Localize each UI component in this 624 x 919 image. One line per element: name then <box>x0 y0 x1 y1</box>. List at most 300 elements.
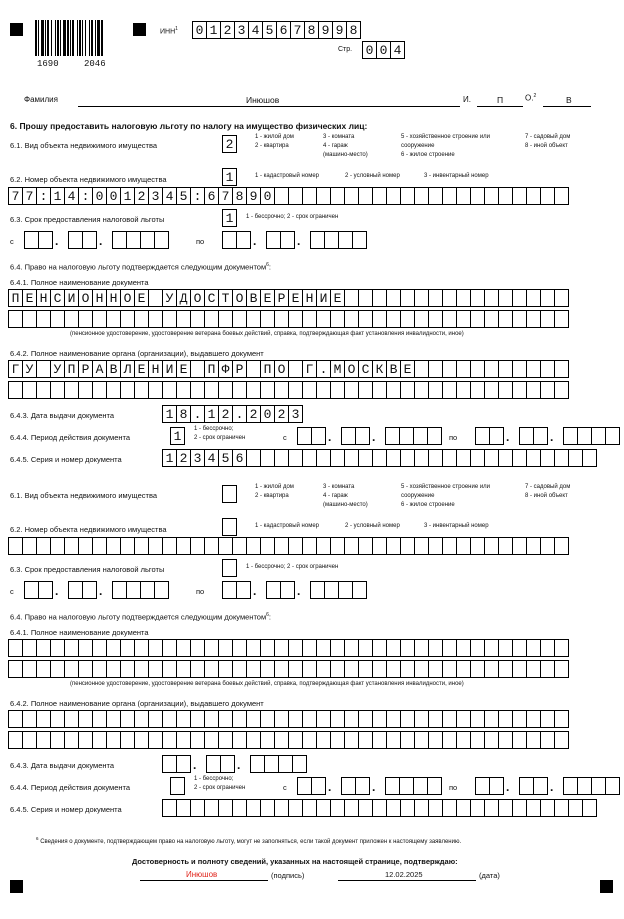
char-cell[interactable] <box>316 537 331 555</box>
char-cell[interactable] <box>512 639 527 657</box>
char-cell[interactable] <box>8 731 23 749</box>
char-cell[interactable] <box>456 710 471 728</box>
char-cell[interactable] <box>526 731 541 749</box>
char-cell[interactable] <box>278 755 293 773</box>
char-cell[interactable]: 0 <box>106 187 121 205</box>
char-cell[interactable] <box>260 660 275 678</box>
char-cell[interactable]: 1 <box>50 187 65 205</box>
char-cell[interactable] <box>498 799 513 817</box>
char-cell[interactable] <box>222 485 237 503</box>
char-cell[interactable] <box>386 799 401 817</box>
char-cell[interactable]: 1 <box>120 187 135 205</box>
char-cell[interactable] <box>330 731 345 749</box>
char-cell[interactable] <box>24 581 39 599</box>
char-cell[interactable] <box>274 639 289 657</box>
char-cell[interactable] <box>400 710 415 728</box>
char-cell[interactable] <box>605 777 620 795</box>
char-cell[interactable] <box>442 710 457 728</box>
surname-value[interactable]: Инюшов <box>246 95 280 105</box>
char-cell[interactable] <box>414 537 429 555</box>
char-cell[interactable] <box>302 799 317 817</box>
char-cell[interactable] <box>324 581 339 599</box>
char-cell[interactable] <box>344 639 359 657</box>
char-cell[interactable]: 3 <box>234 21 249 39</box>
char-cell[interactable]: П <box>204 360 219 378</box>
char-cell[interactable] <box>316 799 331 817</box>
char-cell[interactable] <box>246 639 261 657</box>
char-cell[interactable] <box>274 710 289 728</box>
issue-date-month[interactable] <box>206 755 234 773</box>
char-cell[interactable] <box>442 639 457 657</box>
char-cell[interactable] <box>526 660 541 678</box>
char-cell[interactable] <box>484 710 499 728</box>
char-cell[interactable] <box>64 639 79 657</box>
char-cell[interactable] <box>344 731 359 749</box>
char-cell[interactable]: . <box>316 360 331 378</box>
char-cell[interactable] <box>310 581 325 599</box>
char-cell[interactable]: У <box>50 360 65 378</box>
char-cell[interactable] <box>246 799 261 817</box>
char-cell[interactable]: Е <box>400 360 415 378</box>
char-cell[interactable] <box>302 660 317 678</box>
char-cell[interactable] <box>512 799 527 817</box>
char-cell[interactable] <box>162 639 177 657</box>
char-cell[interactable]: 5 <box>218 449 233 467</box>
char-cell[interactable] <box>106 710 121 728</box>
char-cell[interactable] <box>400 639 415 657</box>
char-cell[interactable]: П <box>64 360 79 378</box>
char-cell[interactable] <box>442 799 457 817</box>
char-cell[interactable] <box>554 799 569 817</box>
char-cell[interactable] <box>120 639 135 657</box>
char-cell[interactable] <box>22 660 37 678</box>
char-cell[interactable] <box>470 710 485 728</box>
char-cell[interactable] <box>372 660 387 678</box>
char-cell[interactable]: Н <box>106 289 121 307</box>
char-cell[interactable] <box>352 581 367 599</box>
char-cell[interactable] <box>204 660 219 678</box>
char-cell[interactable] <box>50 710 65 728</box>
char-cell[interactable] <box>148 660 163 678</box>
char-cell[interactable] <box>218 639 233 657</box>
char-cell[interactable] <box>456 799 471 817</box>
char-cell[interactable] <box>591 777 606 795</box>
char-cell[interactable]: 3 <box>288 405 303 423</box>
char-cell[interactable] <box>222 581 237 599</box>
char-cell[interactable]: И <box>316 289 331 307</box>
char-cell[interactable] <box>512 731 527 749</box>
char-cell[interactable] <box>120 537 135 555</box>
char-cell[interactable]: : <box>78 187 93 205</box>
char-cell[interactable] <box>190 639 205 657</box>
char-cell[interactable]: 2 <box>220 21 235 39</box>
char-cell[interactable]: 0 <box>92 187 107 205</box>
char-cell[interactable] <box>372 799 387 817</box>
char-cell[interactable] <box>344 660 359 678</box>
char-cell[interactable]: У <box>162 289 177 307</box>
char-cell[interactable] <box>36 710 51 728</box>
char-cell[interactable] <box>338 581 353 599</box>
char-cell[interactable] <box>288 710 303 728</box>
char-cell[interactable] <box>206 755 221 773</box>
char-cell[interactable]: Е <box>288 289 303 307</box>
char-cell[interactable]: Г <box>302 360 317 378</box>
char-cell[interactable] <box>470 799 485 817</box>
char-cell[interactable] <box>190 731 205 749</box>
char-cell[interactable] <box>222 518 237 536</box>
char-cell[interactable]: 3 <box>190 449 205 467</box>
char-cell[interactable] <box>385 777 400 795</box>
char-cell[interactable] <box>526 639 541 657</box>
char-cell[interactable] <box>22 710 37 728</box>
term-from-date-month[interactable] <box>68 581 96 599</box>
char-cell[interactable] <box>92 660 107 678</box>
char-cell[interactable]: П <box>8 289 23 307</box>
char-cell[interactable] <box>162 537 177 555</box>
char-cell[interactable] <box>64 660 79 678</box>
char-cell[interactable]: 6 <box>232 449 247 467</box>
char-cell[interactable] <box>232 639 247 657</box>
char-cell[interactable] <box>297 777 312 795</box>
char-cell[interactable] <box>386 710 401 728</box>
char-cell[interactable] <box>280 581 295 599</box>
char-cell[interactable]: Н <box>92 289 107 307</box>
char-cell[interactable] <box>78 731 93 749</box>
char-cell[interactable] <box>8 639 23 657</box>
char-cell[interactable] <box>220 755 235 773</box>
char-cell[interactable] <box>162 731 177 749</box>
char-cell[interactable]: П <box>260 360 275 378</box>
char-cell[interactable] <box>232 660 247 678</box>
char-cell[interactable] <box>134 639 149 657</box>
char-cell[interactable] <box>134 731 149 749</box>
char-cell[interactable] <box>148 639 163 657</box>
char-cell[interactable] <box>260 537 275 555</box>
char-cell[interactable] <box>526 710 541 728</box>
char-cell[interactable]: Н <box>36 289 51 307</box>
char-cell[interactable] <box>427 777 442 795</box>
char-cell[interactable] <box>78 660 93 678</box>
char-cell[interactable] <box>246 731 261 749</box>
issue-date-year[interactable] <box>250 755 306 773</box>
char-cell[interactable] <box>120 731 135 749</box>
char-cell[interactable] <box>176 639 191 657</box>
char-cell[interactable] <box>372 710 387 728</box>
char-cell[interactable] <box>386 639 401 657</box>
char-cell[interactable]: 3 <box>148 187 163 205</box>
char-cell[interactable] <box>36 731 51 749</box>
char-cell[interactable]: С <box>50 289 65 307</box>
char-cell[interactable] <box>582 799 597 817</box>
char-cell[interactable] <box>526 537 541 555</box>
org-name-line-2[interactable] <box>8 731 568 749</box>
char-cell[interactable] <box>176 731 191 749</box>
char-cell[interactable] <box>8 537 23 555</box>
char-cell[interactable] <box>386 537 401 555</box>
char-cell[interactable]: 4 <box>64 187 79 205</box>
obj-number-type-field[interactable] <box>222 518 236 536</box>
char-cell[interactable]: 2 <box>246 405 261 423</box>
validity-to-date-day[interactable] <box>475 777 503 795</box>
char-cell[interactable] <box>540 731 555 749</box>
char-cell[interactable] <box>568 799 583 817</box>
char-cell[interactable] <box>288 731 303 749</box>
char-cell[interactable] <box>246 660 261 678</box>
char-cell[interactable] <box>330 799 345 817</box>
char-cell[interactable]: 2 <box>134 187 149 205</box>
term-from-date-day[interactable] <box>24 581 52 599</box>
char-cell[interactable] <box>8 710 23 728</box>
char-cell[interactable] <box>126 581 141 599</box>
signature-name[interactable]: Инюшов <box>186 870 218 879</box>
char-cell[interactable]: В <box>386 360 401 378</box>
char-cell[interactable] <box>540 799 555 817</box>
char-cell[interactable] <box>554 731 569 749</box>
char-cell[interactable] <box>344 799 359 817</box>
char-cell[interactable] <box>274 731 289 749</box>
char-cell[interactable]: О <box>274 360 289 378</box>
char-cell[interactable] <box>64 537 79 555</box>
char-cell[interactable] <box>519 777 534 795</box>
char-cell[interactable] <box>260 639 275 657</box>
char-cell[interactable]: 2 <box>222 135 237 153</box>
char-cell[interactable] <box>218 731 233 749</box>
char-cell[interactable] <box>120 710 135 728</box>
char-cell[interactable] <box>470 660 485 678</box>
char-cell[interactable]: 2 <box>176 449 191 467</box>
char-cell[interactable] <box>236 581 251 599</box>
char-cell[interactable] <box>154 581 169 599</box>
char-cell[interactable]: С <box>204 289 219 307</box>
char-cell[interactable] <box>372 537 387 555</box>
char-cell[interactable] <box>22 731 37 749</box>
char-cell[interactable] <box>456 731 471 749</box>
validity-to-date-month[interactable] <box>519 777 547 795</box>
char-cell[interactable] <box>250 755 265 773</box>
char-cell[interactable]: 1 <box>162 449 177 467</box>
char-cell[interactable] <box>134 660 149 678</box>
char-cell[interactable] <box>8 660 23 678</box>
char-cell[interactable] <box>232 537 247 555</box>
char-cell[interactable]: 1 <box>206 21 221 39</box>
char-cell[interactable]: В <box>246 289 261 307</box>
char-cell[interactable] <box>498 731 513 749</box>
char-cell[interactable]: О <box>190 289 205 307</box>
char-cell[interactable] <box>341 777 356 795</box>
char-cell[interactable]: 4 <box>390 41 405 59</box>
char-cell[interactable] <box>470 537 485 555</box>
char-cell[interactable] <box>428 639 443 657</box>
char-cell[interactable] <box>372 639 387 657</box>
char-cell[interactable] <box>330 639 345 657</box>
char-cell[interactable] <box>316 639 331 657</box>
char-cell[interactable] <box>475 777 490 795</box>
char-cell[interactable] <box>442 660 457 678</box>
char-cell[interactable] <box>112 581 127 599</box>
char-cell[interactable] <box>399 777 414 795</box>
char-cell[interactable] <box>218 710 233 728</box>
char-cell[interactable]: 5 <box>262 21 277 39</box>
char-cell[interactable] <box>92 710 107 728</box>
char-cell[interactable]: 9 <box>318 21 333 39</box>
char-cell[interactable]: О <box>344 360 359 378</box>
char-cell[interactable]: 8 <box>232 187 247 205</box>
char-cell[interactable] <box>204 537 219 555</box>
char-cell[interactable] <box>232 710 247 728</box>
signature-date[interactable]: 12.02.2025 <box>385 870 423 879</box>
char-cell[interactable] <box>512 710 527 728</box>
char-cell[interactable] <box>316 660 331 678</box>
char-cell[interactable] <box>218 660 233 678</box>
char-cell[interactable] <box>498 710 513 728</box>
char-cell[interactable]: 9 <box>246 187 261 205</box>
char-cell[interactable] <box>456 639 471 657</box>
char-cell[interactable] <box>414 731 429 749</box>
char-cell[interactable] <box>50 537 65 555</box>
char-cell[interactable] <box>442 537 457 555</box>
char-cell[interactable] <box>302 731 317 749</box>
char-cell[interactable] <box>344 710 359 728</box>
char-cell[interactable]: Т <box>218 289 233 307</box>
char-cell[interactable]: 1 <box>162 405 177 423</box>
char-cell[interactable] <box>162 755 177 773</box>
doc-name-line-2[interactable] <box>8 660 568 678</box>
char-cell[interactable]: Г <box>8 360 23 378</box>
char-cell[interactable] <box>358 537 373 555</box>
char-cell[interactable] <box>246 710 261 728</box>
char-cell[interactable]: 1 <box>222 168 237 186</box>
char-cell[interactable] <box>204 799 219 817</box>
char-cell[interactable] <box>302 537 317 555</box>
term-field[interactable] <box>222 559 236 577</box>
char-cell[interactable]: Н <box>148 360 163 378</box>
char-cell[interactable]: 6 <box>204 187 219 205</box>
char-cell[interactable] <box>358 639 373 657</box>
char-cell[interactable] <box>190 799 205 817</box>
validity-from-date-year[interactable] <box>385 777 441 795</box>
char-cell[interactable]: 2 <box>218 405 233 423</box>
char-cell[interactable]: 1 <box>222 209 237 227</box>
char-cell[interactable]: 9 <box>332 21 347 39</box>
char-cell[interactable]: У <box>22 360 37 378</box>
char-cell[interactable] <box>106 639 121 657</box>
char-cell[interactable] <box>428 731 443 749</box>
char-cell[interactable] <box>302 639 317 657</box>
char-cell[interactable] <box>540 537 555 555</box>
char-cell[interactable] <box>204 639 219 657</box>
char-cell[interactable] <box>316 710 331 728</box>
obj-kind-field[interactable] <box>222 485 236 503</box>
char-cell[interactable] <box>266 581 281 599</box>
char-cell[interactable] <box>526 799 541 817</box>
char-cell[interactable] <box>400 660 415 678</box>
obj-number-field[interactable] <box>8 537 568 555</box>
char-cell[interactable] <box>78 639 93 657</box>
char-cell[interactable] <box>484 660 499 678</box>
char-cell[interactable]: 7 <box>8 187 23 205</box>
char-cell[interactable]: И <box>162 360 177 378</box>
char-cell[interactable] <box>246 537 261 555</box>
char-cell[interactable] <box>554 710 569 728</box>
char-cell[interactable]: Е <box>134 289 149 307</box>
char-cell[interactable]: О <box>78 289 93 307</box>
char-cell[interactable]: 0 <box>192 21 207 39</box>
char-cell[interactable] <box>470 639 485 657</box>
char-cell[interactable] <box>554 537 569 555</box>
char-cell[interactable] <box>50 731 65 749</box>
validity-from-date-day[interactable] <box>297 777 325 795</box>
char-cell[interactable] <box>64 731 79 749</box>
validity-from-date-month[interactable] <box>341 777 369 795</box>
char-cell[interactable]: Р <box>78 360 93 378</box>
char-cell[interactable] <box>400 799 415 817</box>
char-cell[interactable] <box>540 660 555 678</box>
char-cell[interactable]: К <box>372 360 387 378</box>
series-number-field[interactable] <box>162 799 596 817</box>
char-cell[interactable] <box>414 710 429 728</box>
char-cell[interactable] <box>106 537 121 555</box>
char-cell[interactable] <box>414 799 429 817</box>
char-cell[interactable] <box>176 710 191 728</box>
char-cell[interactable] <box>428 799 443 817</box>
char-cell[interactable] <box>106 731 121 749</box>
char-cell[interactable]: 7 <box>218 187 233 205</box>
char-cell[interactable] <box>232 731 247 749</box>
char-cell[interactable] <box>36 639 51 657</box>
char-cell[interactable]: 4 <box>162 187 177 205</box>
char-cell[interactable] <box>358 660 373 678</box>
char-cell[interactable] <box>260 710 275 728</box>
char-cell[interactable] <box>330 710 345 728</box>
char-cell[interactable]: 2 <box>274 405 289 423</box>
char-cell[interactable] <box>78 537 93 555</box>
char-cell[interactable] <box>400 537 415 555</box>
char-cell[interactable] <box>489 777 504 795</box>
char-cell[interactable] <box>218 537 233 555</box>
char-cell[interactable]: : <box>190 187 205 205</box>
char-cell[interactable]: Л <box>120 360 135 378</box>
char-cell[interactable]: 7 <box>22 187 37 205</box>
char-cell[interactable]: Е <box>176 360 191 378</box>
char-cell[interactable]: 0 <box>376 41 391 59</box>
char-cell[interactable] <box>330 537 345 555</box>
validity-to-date-year[interactable] <box>563 777 619 795</box>
initial-o-value[interactable]: В <box>566 95 572 105</box>
term-from-date-year[interactable] <box>112 581 168 599</box>
char-cell[interactable] <box>577 777 592 795</box>
char-cell[interactable] <box>134 710 149 728</box>
char-cell[interactable]: О <box>232 289 247 307</box>
char-cell[interactable] <box>204 731 219 749</box>
char-cell[interactable] <box>92 731 107 749</box>
char-cell[interactable] <box>176 799 191 817</box>
char-cell[interactable] <box>170 777 185 795</box>
char-cell[interactable] <box>36 660 51 678</box>
char-cell[interactable] <box>302 710 317 728</box>
char-cell[interactable] <box>372 731 387 749</box>
char-cell[interactable] <box>330 660 345 678</box>
char-cell[interactable] <box>344 537 359 555</box>
char-cell[interactable]: В <box>106 360 121 378</box>
char-cell[interactable] <box>498 537 513 555</box>
char-cell[interactable]: М <box>330 360 345 378</box>
char-cell[interactable]: 1 <box>204 405 219 423</box>
char-cell[interactable]: 0 <box>362 41 377 59</box>
char-cell[interactable] <box>512 537 527 555</box>
char-cell[interactable]: Ф <box>218 360 233 378</box>
char-cell[interactable] <box>484 639 499 657</box>
char-cell[interactable] <box>260 731 275 749</box>
